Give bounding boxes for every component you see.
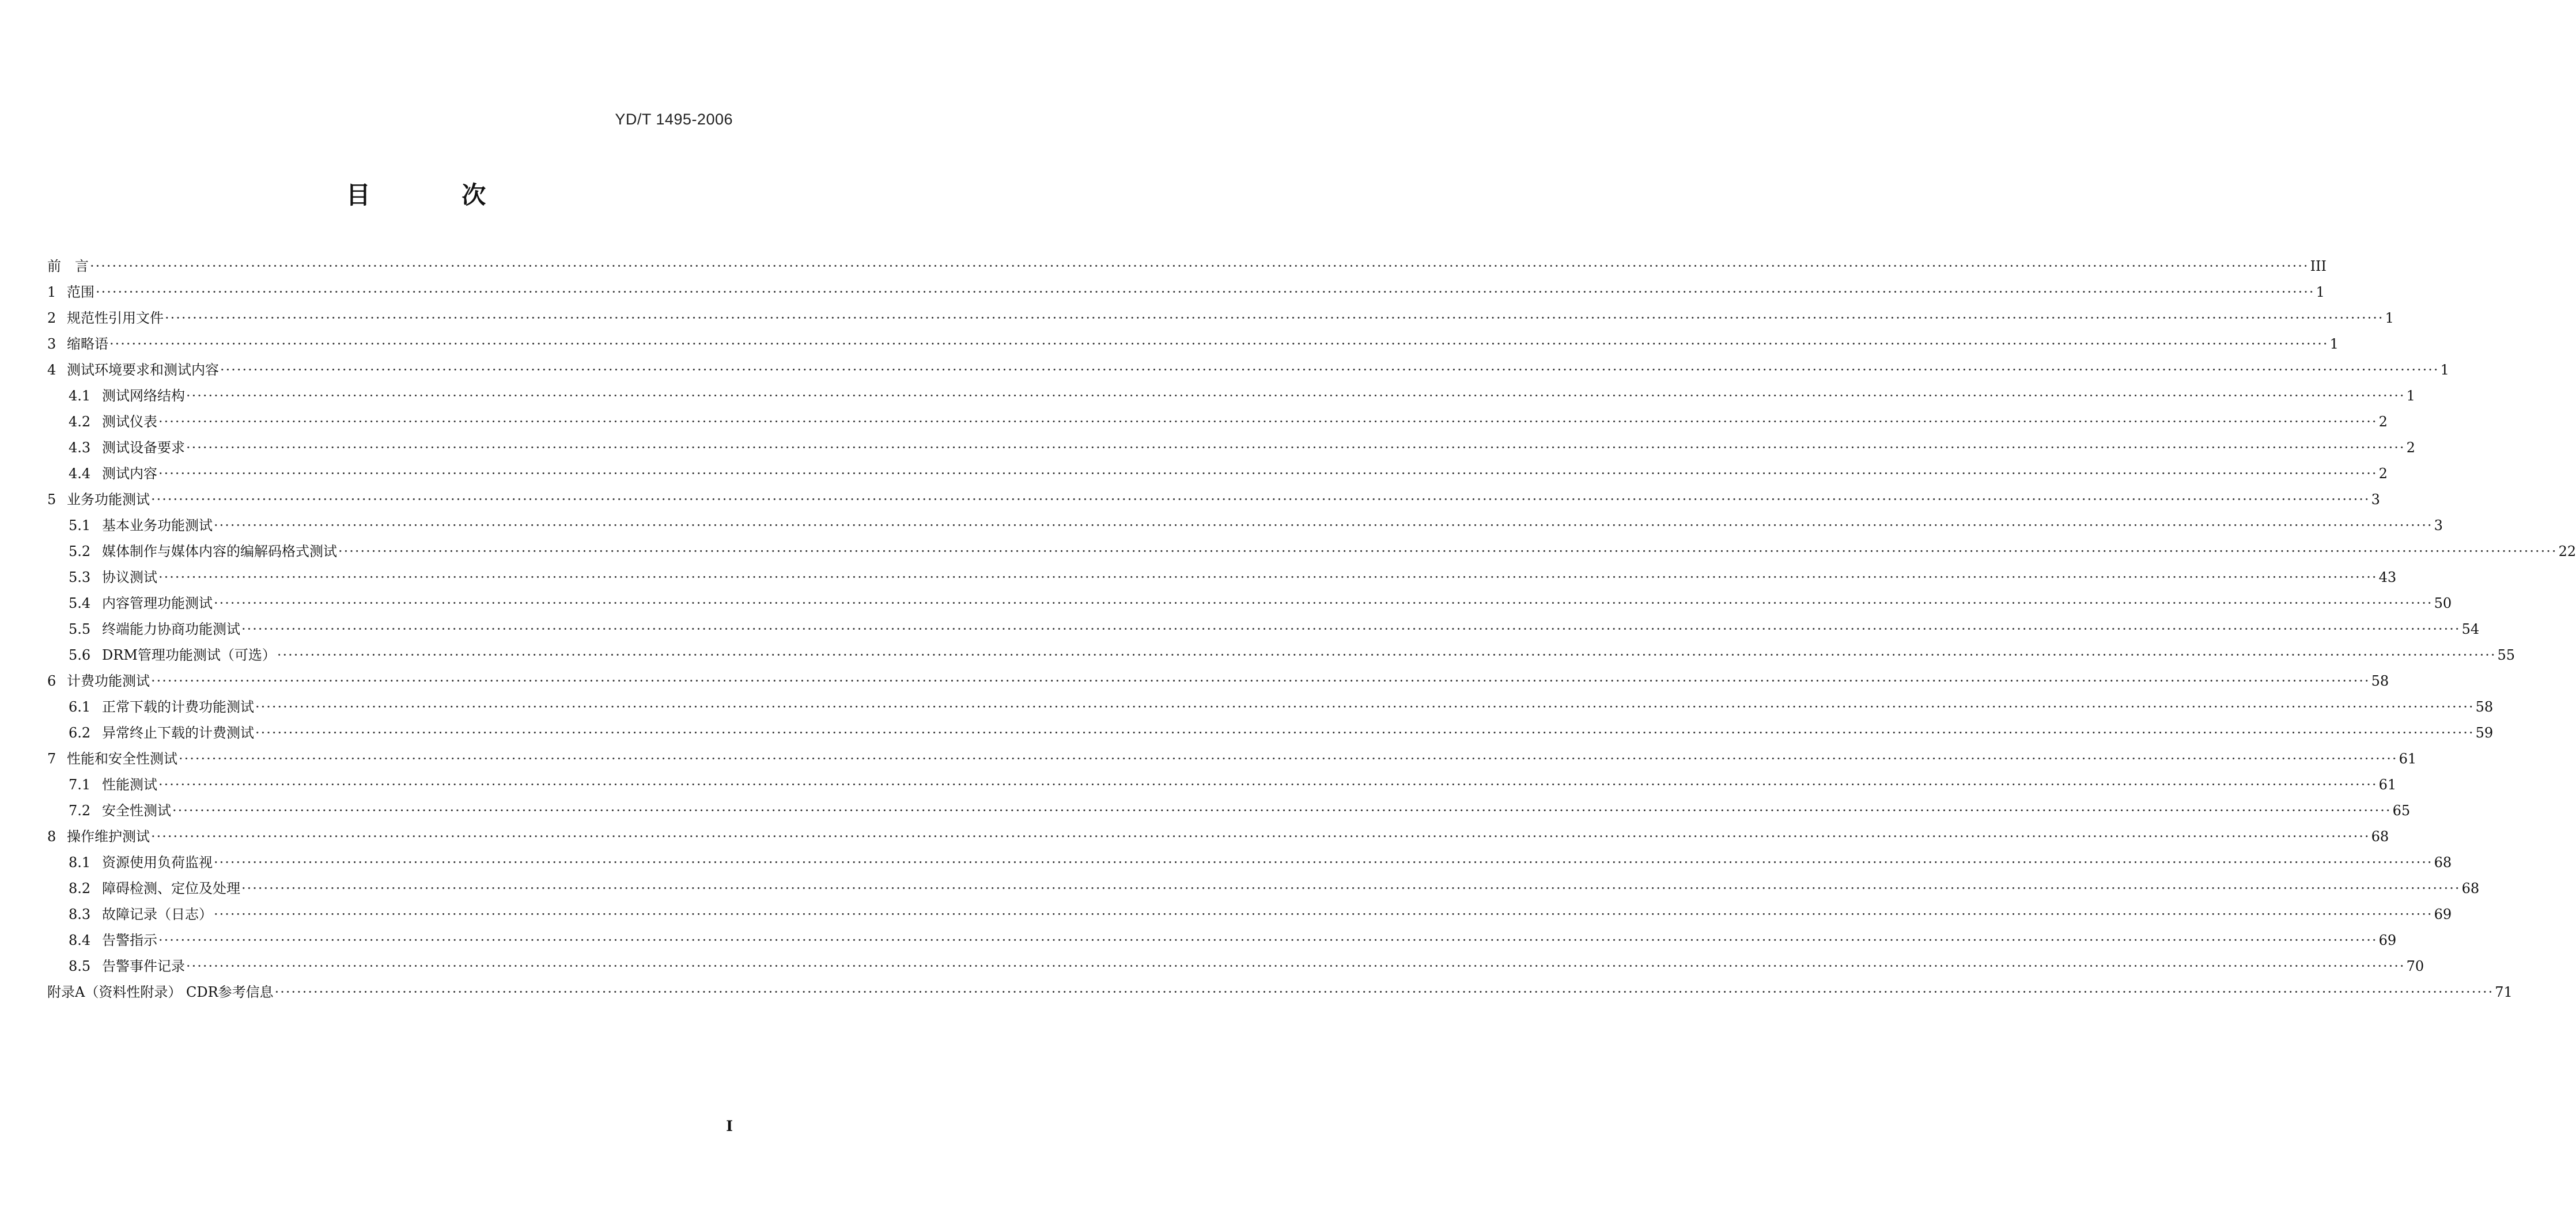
toc-entry-number: 3	[47, 336, 56, 352]
toc-entry-title: 操作维护测试	[67, 829, 150, 845]
toc-entry[interactable]	[47, 539, 2576, 565]
toc-entry-number: 6.1	[69, 699, 91, 715]
toc-dot-leader: ················································································································································································································································································································································································································	[220, 362, 2439, 378]
toc-entry[interactable]	[47, 565, 2397, 591]
toc-entry[interactable]	[47, 305, 2394, 331]
toc-entry[interactable]	[47, 954, 2424, 979]
toc-entry-number: 5.5	[69, 621, 91, 637]
toc-dot-leader: ················································································································································································································································································································································································································	[179, 751, 2398, 767]
toc-dot-leader: ················································································································································································································································································································································································································	[274, 984, 2494, 1000]
toc-entry-title: 测试网络结构	[102, 388, 185, 404]
toc-dot-leader: ················································································································································································································································································································································································································	[158, 932, 2378, 948]
toc-entry-page: III	[2310, 258, 2327, 274]
toc-dot-leader: ················································································································································································································································································································································································································	[241, 880, 2461, 897]
toc-dot-leader: ················································································································································································································································································································································································································	[214, 595, 2433, 611]
toc-dot-leader: ················································································································································································································································································································································································································	[255, 699, 2475, 715]
toc-dot-leader: ················································································································································································································································································································································································································	[109, 336, 2329, 352]
toc-entry-page: 2	[2406, 440, 2415, 456]
toc-entry-page: 61	[2378, 777, 2397, 793]
toc-entry[interactable]	[47, 979, 2513, 1005]
toc-entry-number: 5.6	[69, 647, 91, 663]
toc-entry-page: 1	[2440, 362, 2449, 378]
toc-entry-title: 安全性测试	[102, 803, 171, 819]
toc-dot-leader: ················································································································································································································································································································································································································	[90, 258, 2309, 274]
toc-entry-number: 7.2	[69, 803, 91, 819]
toc-entry[interactable]	[47, 694, 2494, 720]
toc-entry-title: 资源使用负荷监视	[102, 854, 213, 871]
toc-entry-title: 障碍检测、定位及处理	[102, 880, 240, 897]
toc-dot-leader: ················································································································································································································································································································································································································	[151, 491, 2370, 508]
toc-entry[interactable]	[47, 487, 2380, 513]
toc-dot-leader: ················································································································································································································································································································································································································	[151, 829, 2370, 845]
toc-entry-number: 4.3	[69, 440, 91, 456]
toc-entry[interactable]	[47, 928, 2397, 954]
toc-entry-title: 媒体制作与媒体内容的编解码格式测试	[102, 543, 337, 559]
toc-entry-number: 8.4	[69, 932, 91, 948]
toc-entry[interactable]	[47, 668, 2389, 694]
toc-entry-title: 业务功能测试	[67, 491, 150, 508]
toc-entry-page: 70	[2406, 958, 2424, 974]
toc-dot-leader: ················································································································································································································································································································································································································	[255, 725, 2475, 741]
toc-entry[interactable]	[47, 591, 2452, 616]
toc-entry-page: 3	[2371, 491, 2380, 508]
toc-entry-title: 终端能力协商功能测试	[102, 621, 240, 637]
toc-entry-number: 5.4	[69, 595, 91, 611]
toc-entry-title: 告警指示	[102, 932, 157, 948]
toc-entry-number: 8.1	[69, 854, 91, 871]
toc-entry-number: 5	[47, 491, 56, 508]
toc-entry[interactable]	[47, 902, 2452, 928]
toc-dot-leader: ················································································································································································································································································································································································································	[151, 673, 2370, 689]
toc-dot-leader: ················································································································································································································································································································································································································	[158, 466, 2378, 482]
toc-entry-number: 4	[47, 362, 56, 378]
toc-entry-page: 58	[2475, 699, 2494, 715]
toc-dot-leader: ················································································································································································································································································································································································································	[214, 517, 2433, 534]
toc-entry-number: 5.2	[69, 543, 91, 559]
toc-entry[interactable]	[47, 824, 2389, 850]
toc-entry-number: 8.2	[69, 880, 91, 897]
toc-dot-leader: ················································································································································································································································································································································································································	[158, 569, 2378, 585]
toc-entry-page: 2	[2378, 414, 2388, 430]
toc-entry[interactable]	[47, 383, 2415, 409]
toc-entry-page: 69	[2378, 932, 2397, 948]
toc-entry-title: 异常终止下载的计费测试	[102, 725, 254, 741]
toc-entry[interactable]	[47, 876, 2480, 902]
toc-entry[interactable]	[47, 254, 2327, 279]
toc-entry-number: 8	[47, 829, 56, 845]
page-title: 目 次	[346, 181, 528, 209]
toc-entry-title: 内容管理功能测试	[102, 595, 213, 611]
toc-dot-leader: ················································································································································································································································································································································································································	[165, 310, 2384, 326]
toc-entry-number: 8.5	[69, 958, 91, 974]
toc-entry-page: 1	[2329, 336, 2339, 352]
toc-entry-page: 1	[2316, 284, 2325, 300]
toc-entry-title: DRM管理功能测试（可选）	[102, 647, 276, 663]
toc-entry-page: 3	[2434, 517, 2443, 534]
toc-entry-page: 68	[2461, 880, 2480, 897]
toc-entry-title: 正常下载的计费功能测试	[102, 699, 254, 715]
toc-dot-leader: ················································································································································································································································································································································································································	[158, 777, 2378, 793]
toc-entry-title: 计费功能测试	[67, 673, 150, 689]
toc-entry[interactable]	[47, 461, 2388, 487]
toc-entry[interactable]	[47, 772, 2397, 798]
toc-dot-leader: ················································································································································································································································································································································································································	[214, 854, 2433, 871]
toc-entry-number: 7.1	[69, 777, 91, 793]
toc-dot-leader: ················································································································································································································································································································································································································	[158, 414, 2378, 430]
toc-dot-leader: ················································································································································································································································································································································································································	[96, 284, 2315, 300]
toc-entry-title: 前 言	[47, 258, 89, 274]
toc-entry-number: 4.4	[69, 466, 91, 482]
toc-entry-page: 65	[2392, 803, 2411, 819]
toc-entry-page: 68	[2434, 854, 2452, 871]
toc-entry-title: 测试环境要求和测试内容	[67, 362, 219, 378]
toc-entry-page: 68	[2371, 829, 2389, 845]
toc-entry-number: 8.3	[69, 906, 91, 922]
toc-dot-leader: ················································································································································································································································································································································································································	[186, 958, 2405, 974]
toc-entry[interactable]	[47, 720, 2494, 746]
toc-entry-title: 附录A（资料性附录） CDR参考信息	[47, 984, 274, 1000]
page-number: I	[726, 1118, 733, 1134]
toc-entry-title: 范围	[67, 284, 94, 300]
toc-dot-leader: ················································································································································································································································································································································································································	[338, 543, 2558, 559]
toc-entry[interactable]	[47, 850, 2452, 876]
toc-entry-number: 4.2	[69, 414, 91, 430]
toc-entry[interactable]	[47, 331, 2339, 357]
toc-entry-page: 54	[2461, 621, 2480, 637]
toc-dot-leader: ················································································································································································································································································································································································································	[186, 440, 2405, 456]
toc-entry[interactable]	[47, 642, 2515, 668]
toc-dot-leader: ················································································································································································································································································································································································································	[241, 621, 2461, 637]
toc-entry-page: 58	[2371, 673, 2389, 689]
toc-dot-leader: ················································································································································································································································································································································································································	[277, 647, 2496, 663]
toc-entry-number: 6	[47, 673, 56, 689]
toc-entry-title: 故障记录（日志）	[102, 906, 213, 922]
toc-entry[interactable]	[47, 279, 2325, 305]
toc-entry-page: 1	[2406, 388, 2415, 404]
toc-entry-number: 1	[47, 284, 56, 300]
toc-entry-page: 2	[2378, 466, 2388, 482]
toc-entry-page: 71	[2495, 984, 2513, 1000]
toc-entry[interactable]	[47, 746, 2417, 772]
toc-entry-title: 测试设备要求	[102, 440, 185, 456]
toc-entry-number: 5.1	[69, 517, 91, 534]
standard-code: YD/T 1495-2006	[615, 111, 733, 128]
toc-entry-title: 测试内容	[102, 466, 157, 482]
toc-dot-leader: ················································································································································································································································································································································································································	[214, 906, 2433, 922]
toc-entry-number: 7	[47, 751, 56, 767]
toc-dot-leader: ················································································································································································································································································································································································································	[172, 803, 2392, 819]
toc-entry[interactable]	[47, 798, 2411, 824]
toc-entry-page: 1	[2385, 310, 2394, 326]
table-of-contents	[47, 254, 2576, 1005]
toc-entry-title: 告警事件记录	[102, 958, 185, 974]
toc-entry-page: 59	[2475, 725, 2494, 741]
toc-entry[interactable]	[47, 409, 2388, 435]
toc-entry-title: 测试仪表	[102, 414, 157, 430]
toc-entry-page: 50	[2434, 595, 2452, 611]
toc-entry[interactable]	[47, 616, 2480, 642]
toc-entry-title: 缩略语	[67, 336, 108, 352]
toc-entry[interactable]	[47, 357, 2449, 383]
toc-entry-page: 69	[2434, 906, 2452, 922]
toc-dot-leader: ················································································································································································································································································································································································································	[186, 388, 2405, 404]
toc-entry-number: 6.2	[69, 725, 91, 741]
toc-entry-number: 2	[47, 310, 56, 326]
toc-entry-page: 22	[2558, 543, 2576, 559]
toc-entry-title: 基本业务功能测试	[102, 517, 213, 534]
toc-entry-title: 性能和安全性测试	[67, 751, 177, 767]
toc-entry[interactable]	[47, 435, 2415, 461]
toc-entry[interactable]	[47, 513, 2443, 539]
toc-entry-number: 4.1	[69, 388, 91, 404]
toc-entry-title: 协议测试	[102, 569, 157, 585]
toc-entry-page: 43	[2378, 569, 2397, 585]
toc-entry-page: 61	[2399, 751, 2417, 767]
toc-entry-title: 性能测试	[102, 777, 157, 793]
toc-entry-title: 规范性引用文件	[67, 310, 164, 326]
toc-entry-page: 55	[2497, 647, 2515, 663]
toc-entry-number: 5.3	[69, 569, 91, 585]
